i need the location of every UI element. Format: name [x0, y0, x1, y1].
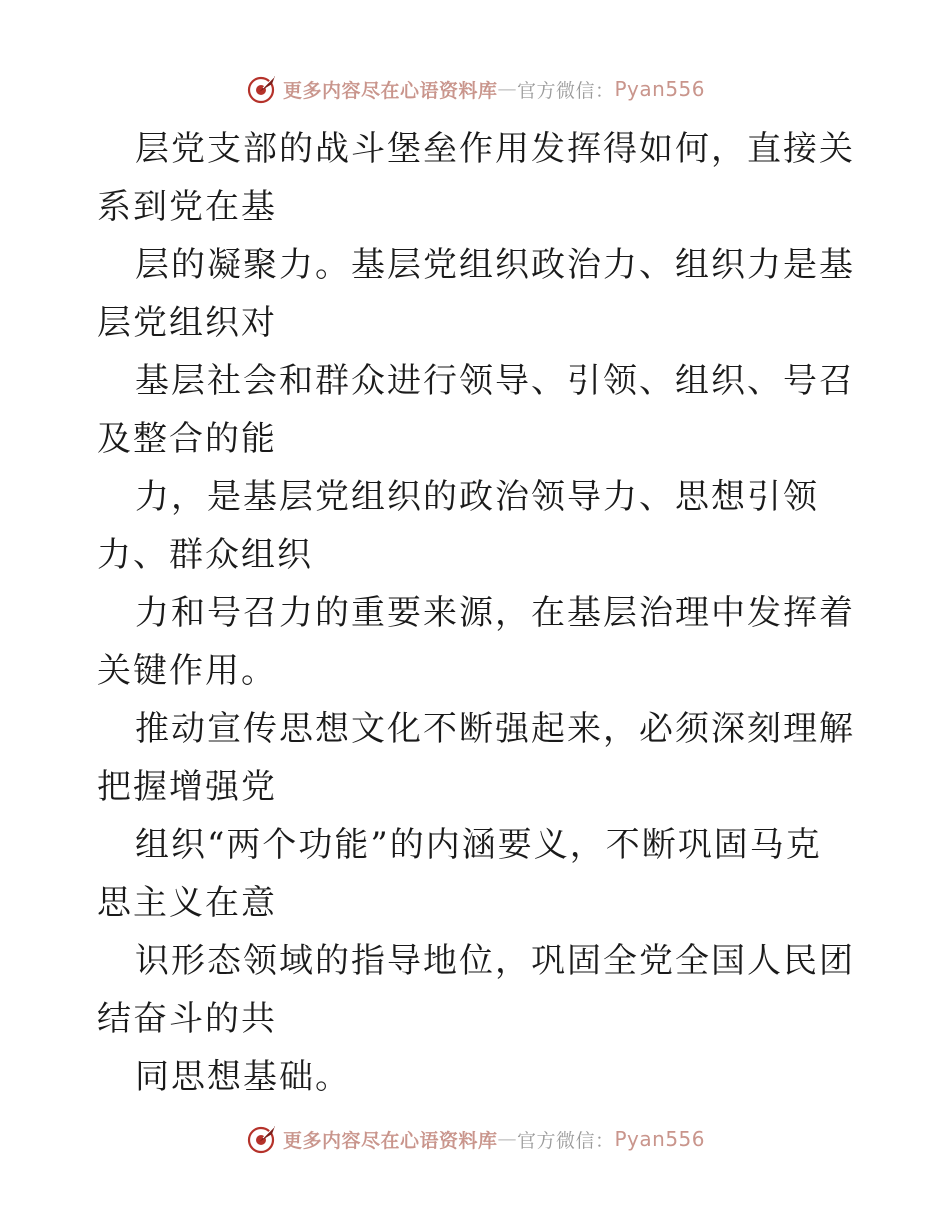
- footer-watermark-banner: [0, 1119, 950, 1159]
- header-wechat-label: 官方微信：: [516, 79, 615, 102]
- document-body: [97, 120, 857, 1106]
- header-watermark-banner: [0, 69, 950, 109]
- footer-wechat-label: 官方微信：: [516, 1129, 615, 1152]
- paragraph: 推动宣传思想文化不断强起来，必须深刻理解把握增强党: [97, 709, 855, 807]
- paragraph: 力和号召力的重要来源，在基层治理中发挥着关键作用。: [97, 593, 855, 691]
- feather-pen-seal-icon: [245, 72, 279, 106]
- paragraph: 力，是基层党组织的政治领导力、思想引领力、群众组织: [97, 477, 819, 575]
- paragraph: 同思想基础。: [135, 1057, 351, 1097]
- footer-dash: —: [497, 1128, 517, 1150]
- paragraph: 基层社会和群众进行领导、引领、组织、号召及整合的能: [97, 361, 855, 459]
- footer-wechat-account: Pyan556: [614, 1127, 706, 1151]
- paragraph: 层党支部的战斗堡垒作用发挥得如何，直接关系到党在基: [97, 129, 855, 227]
- header-site-text: 更多内容尽在心语资料库: [282, 79, 498, 102]
- paragraph: 识形态领域的指导地位，巩固全党全国人民团结奋斗的共: [97, 941, 855, 1039]
- header-wechat-account: Pyan556: [614, 77, 706, 101]
- header-dash: —: [497, 78, 517, 100]
- feather-pen-seal-icon: [245, 1122, 279, 1156]
- paragraph: 组织“两个功能”的内涵要义，不断巩固马克思主义在意: [97, 825, 822, 923]
- footer-site-text: 更多内容尽在心语资料库: [282, 1129, 498, 1152]
- paragraph: 层的凝聚力。基层党组织政治力、组织力是基层党组织对: [97, 245, 855, 343]
